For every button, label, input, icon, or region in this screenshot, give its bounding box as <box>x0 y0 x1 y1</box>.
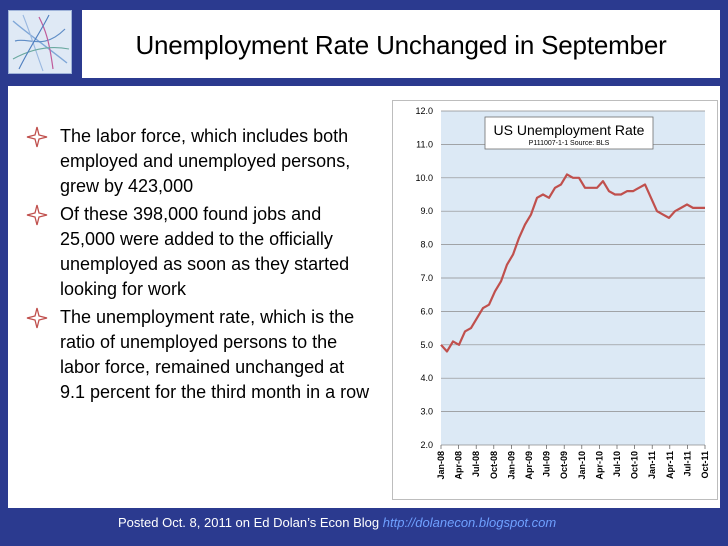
x-tick-label: Apr-11 <box>664 451 675 480</box>
blog-link[interactable]: http://dolanecon.blogspot.com <box>382 515 557 530</box>
x-tick-label: Jan-11 <box>647 451 658 480</box>
x-tick-label: Jul-09 <box>541 451 552 478</box>
y-tick-label: 11.0 <box>416 139 433 150</box>
footer-text: Posted Oct. 8, 2011 on Ed Dolan’s Econ Blog <box>118 515 380 530</box>
x-tick-label: Jul-11 <box>682 451 693 477</box>
y-tick-label: 6.0 <box>420 306 433 317</box>
bullet-text: Of these 398,000 found jobs and 25,000 were added to the officially unemployed as soon as they started looking for work <box>60 204 350 299</box>
four-point-star-icon <box>26 124 48 149</box>
x-tick-label: Jul-10 <box>612 451 622 478</box>
x-tick-label: Oct-09 <box>559 451 570 480</box>
x-tick-label: Apr-09 <box>524 451 534 480</box>
bullet-item <box>20 202 374 302</box>
y-tick-label: 7.0 <box>420 273 433 283</box>
y-tick-label: 5.0 <box>420 339 433 350</box>
four-point-star-icon <box>26 202 48 227</box>
x-tick-label: Oct-10 <box>629 451 640 480</box>
x-tick-label: Apr-08 <box>453 451 464 480</box>
chart-subtitle: P111007-1-1 Source: BLS <box>528 140 610 147</box>
bullet-text: The unemployment rate, which is the ratio of unemployed persons to the labor force, remained unchanged at 9.1 percent for the third month in a row <box>60 307 370 402</box>
y-tick-label: 8.0 <box>420 239 433 250</box>
y-tick-label: 9.0 <box>420 206 433 217</box>
bullet-list <box>20 124 374 408</box>
x-tick-label: Oct-08 <box>488 451 499 480</box>
slide-title: Unemployment Rate Unchanged in September <box>135 30 667 60</box>
x-tick-label: Jul-08 <box>471 451 482 478</box>
x-tick-label: Jan-08 <box>436 451 446 480</box>
content-panel <box>8 86 720 508</box>
chart-frame <box>392 100 718 500</box>
y-tick-label: 10.0 <box>415 172 433 183</box>
y-tick-label: 12.0 <box>415 106 433 116</box>
bullet-text: The labor force, which includes both employed and unemployed persons, grew by 423,000 <box>60 126 351 196</box>
x-tick-label: Jan-10 <box>576 451 587 480</box>
chart-title: US Unemployment Rate <box>493 122 645 138</box>
x-tick-label: Jan-09 <box>506 451 517 480</box>
footer <box>118 515 556 530</box>
y-tick-label: 2.0 <box>420 440 433 450</box>
unemployment-chart <box>393 101 717 499</box>
bullet-item <box>20 124 374 199</box>
y-tick-label: 3.0 <box>420 406 433 417</box>
title-bar <box>82 10 720 78</box>
y-tick-label: 4.0 <box>420 373 433 384</box>
decorative-logo <box>8 10 72 74</box>
bullet-item <box>20 305 374 405</box>
x-tick-label: Apr-10 <box>594 451 605 480</box>
four-point-star-icon <box>26 305 48 330</box>
x-tick-label: Oct-11 <box>700 451 710 479</box>
